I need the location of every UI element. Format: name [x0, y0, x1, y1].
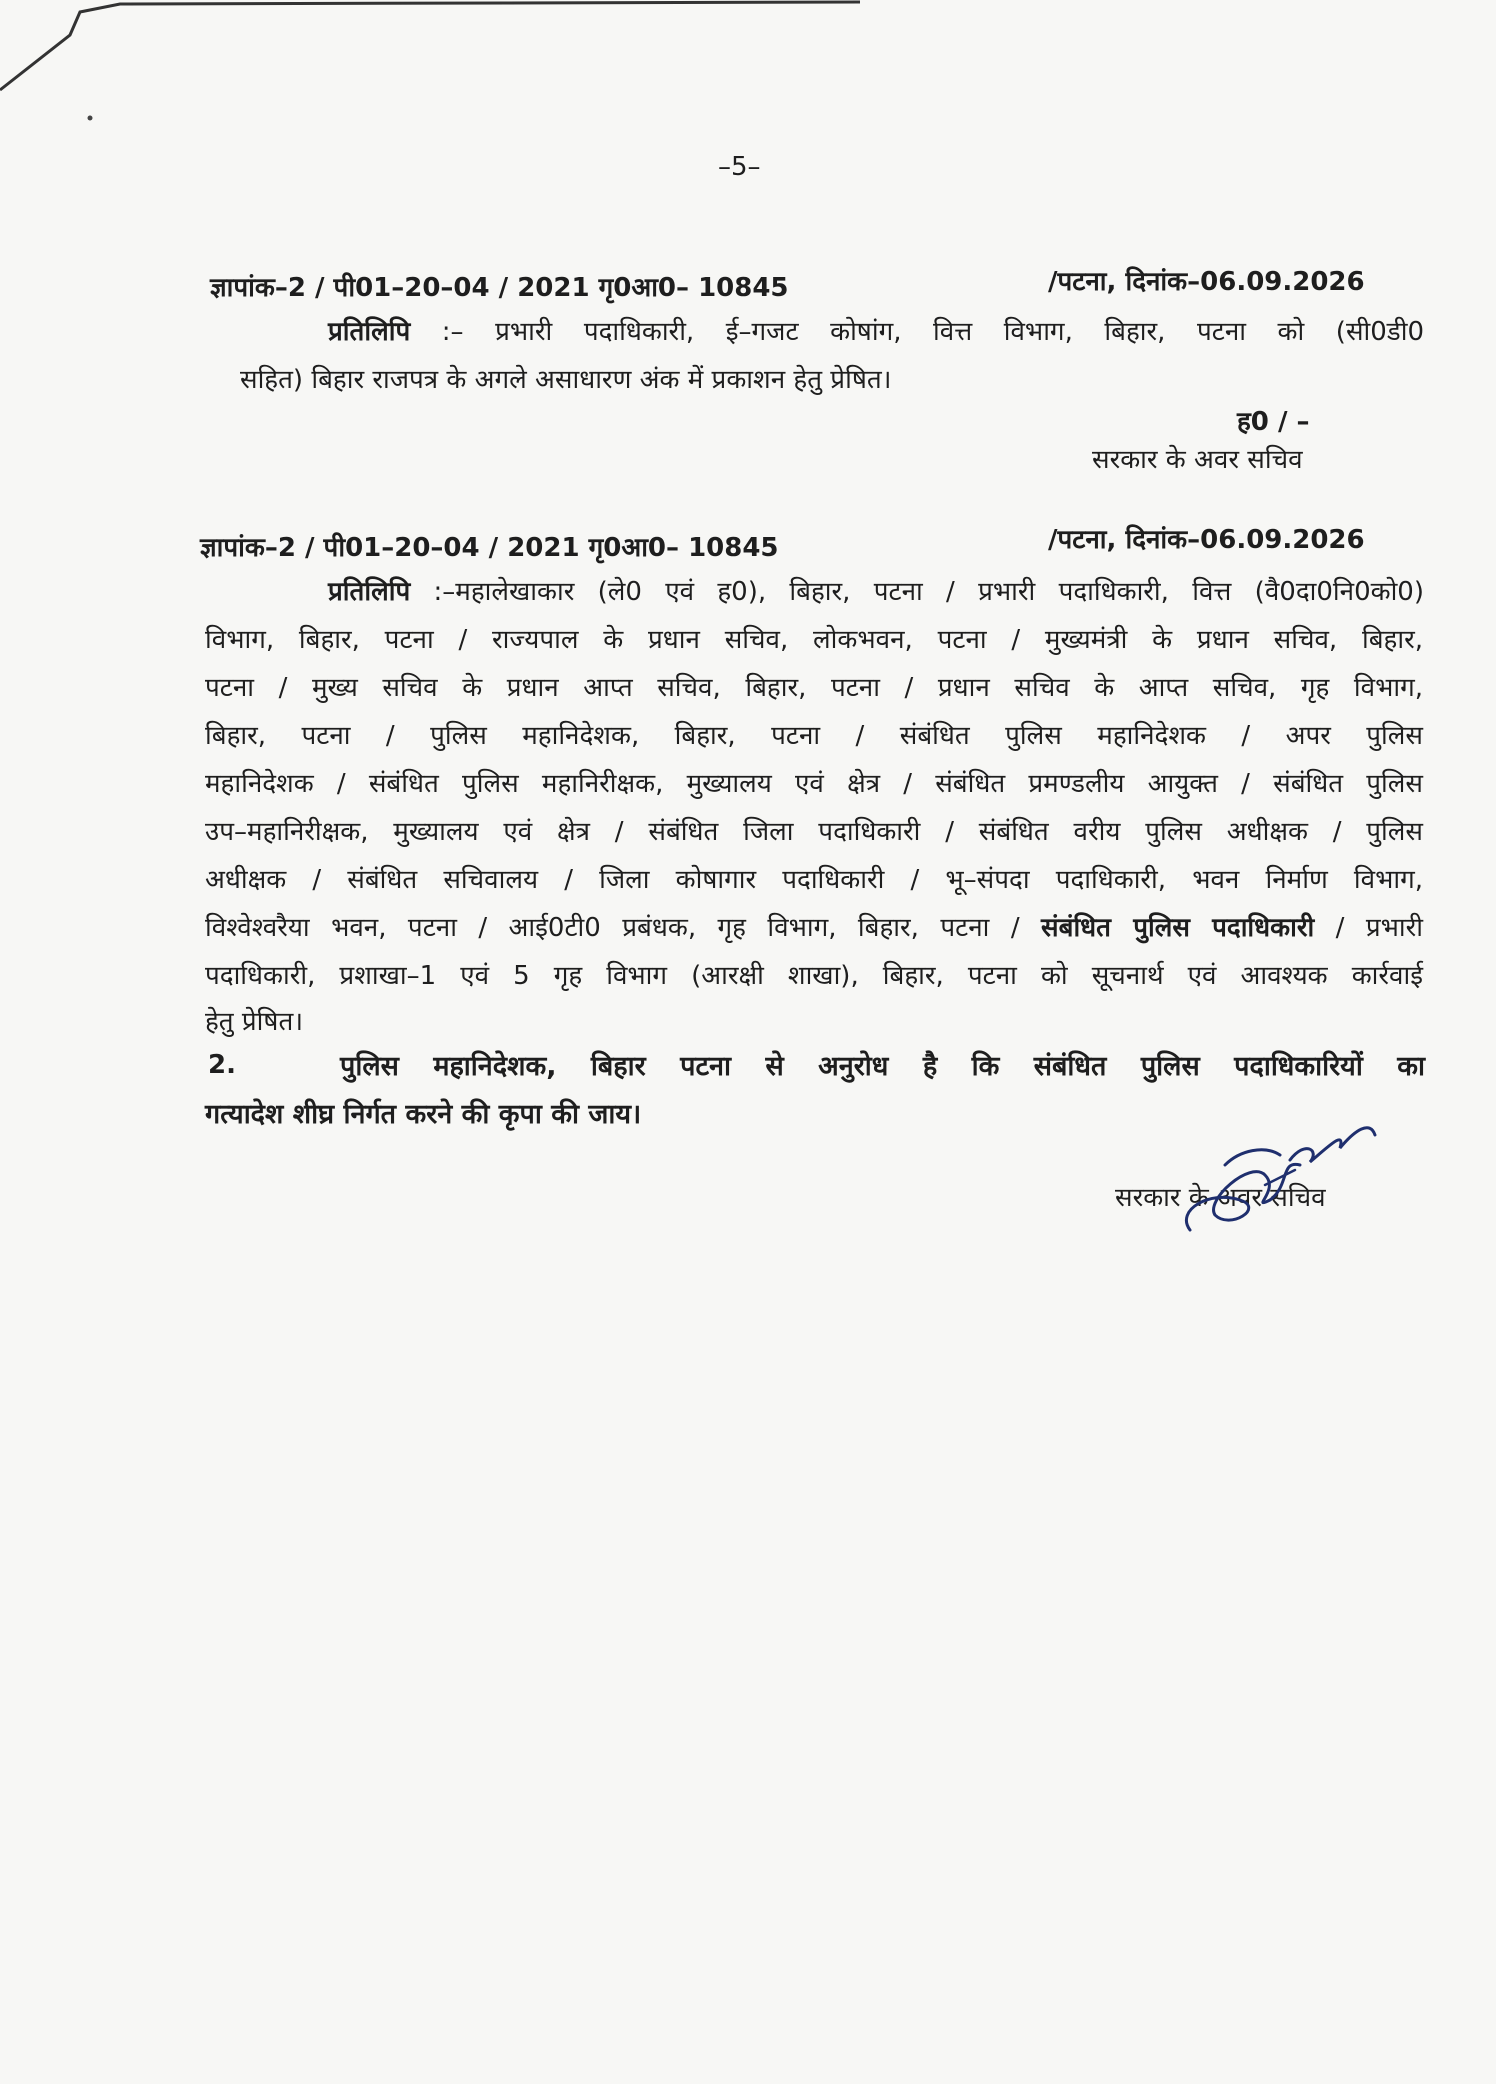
memo2-line7: अधीक्षक / संबंधित सचिवालय / जिला कोषागार पदाधिकारी / भू–संपदा पदाधिकारी, भवन निर्माण विभाग, [205, 865, 1423, 895]
memo2-line8 [205, 908, 1423, 944]
closing-designation: सरकार के अवर सचिव [1115, 1183, 1326, 1213]
memo2-label: प्रतिलिपि [328, 577, 411, 607]
handwritten-signature [1170, 1090, 1390, 1240]
memo2-line8-bold: संबंधित पुलिस पदाधिकारी [1041, 913, 1315, 943]
memo1-designation: सरकार के अवर सचिव [1092, 445, 1303, 475]
page-number: –5– [718, 152, 761, 182]
memo1-reference: ज्ञापांक–2 / पी01–20–04 / 2021 गृ0आ0– 10845 [210, 273, 789, 303]
memo2-line10: हेतु प्रेषित। [205, 1007, 304, 1037]
memo2-line5: महानिदेशक / संबंधित पुलिस महानिरीक्षक, मुख्यालय एवं क्षेत्र / संबंधित प्रमण्डलीय आयुक्त / संबंधित पुलिस [205, 769, 1423, 799]
memo2-line1-text: :–महालेखाकार (ले0 एवं ह0), बिहार, पटना / प्रभारी पदाधिकारी, वित्त (वै0दा0नि0को0) [433, 577, 1424, 607]
memo1-label: प्रतिलिपि [328, 317, 411, 347]
memo2-line9: पदाधिकारी, प्रशाखा–1 एवं 5 गृह विभाग (आरक्षी शाखा), बिहार, पटना को सूचनार्थ एवं आवश्यक कार्रवाई [205, 961, 1423, 991]
memo2-line6: उप–महानिरीक्षक, मुख्यालय एवं क्षेत्र / संबंधित जिला पदाधिकारी / संबंधित वरीय पुलिस अधीक्षक / पुलिस [205, 817, 1423, 847]
para2-line1: पुलिस महानिदेशक, बिहार पटना से अनुरोध है कि संबंधित पुलिस पदाधिकारियों का [340, 1051, 1425, 1082]
memo2-reference: ज्ञापांक–2 / पी01–20–04 / 2021 गृ0आ0– 10845 [200, 533, 779, 563]
memo1-place-date: /पटना, दिनांक–06.09.2026 [1048, 267, 1365, 297]
memo2-line2: विभाग, बिहार, पटना / राज्यपाल के प्रधान सचिव, लोकभवन, पटना / मुख्यमंत्री के प्रधान सचिव, बिहार, [205, 625, 1423, 655]
memo2-line8-start: विश्वेश्वरैया भवन, पटना / आई0टी0 प्रबंधक, गृह विभाग, बिहार, पटना / [205, 913, 1020, 943]
memo2-line8-end: / प्रभारी [1335, 913, 1424, 943]
memo2-line3: पटना / मुख्य सचिव के प्रधान आप्त सचिव, बिहार, पटना / प्रधान सचिव के आप्त सचिव, गृह विभाग, [205, 673, 1423, 703]
memo2-line1 [328, 572, 1424, 608]
memo1-line1-text: :– प्रभारी पदाधिकारी, ई–गजट कोषांग, वित्त विभाग, बिहार, पटना को (सी0डी0 [441, 317, 1424, 347]
memo1-signed: ह0 / – [1237, 407, 1310, 437]
para2-number: 2. [208, 1050, 236, 1080]
memo1-line2: सहित) बिहार राजपत्र के अगले असाधारण अंक में प्रकाशन हेतु प्रेषित। [240, 365, 892, 395]
scan-edge-mark [0, 0, 900, 140]
memo1-line1 [328, 312, 1424, 348]
para2-line2: गत्यादेश शीघ्र निर्गत करने की कृपा की जाय। [205, 1099, 642, 1130]
memo2-line4: बिहार, पटना / पुलिस महानिदेशक, बिहार, पटना / संबंधित पुलिस महानिदेशक / अपर पुलिस [205, 721, 1423, 751]
memo2-place-date: /पटना, दिनांक–06.09.2026 [1048, 525, 1365, 555]
